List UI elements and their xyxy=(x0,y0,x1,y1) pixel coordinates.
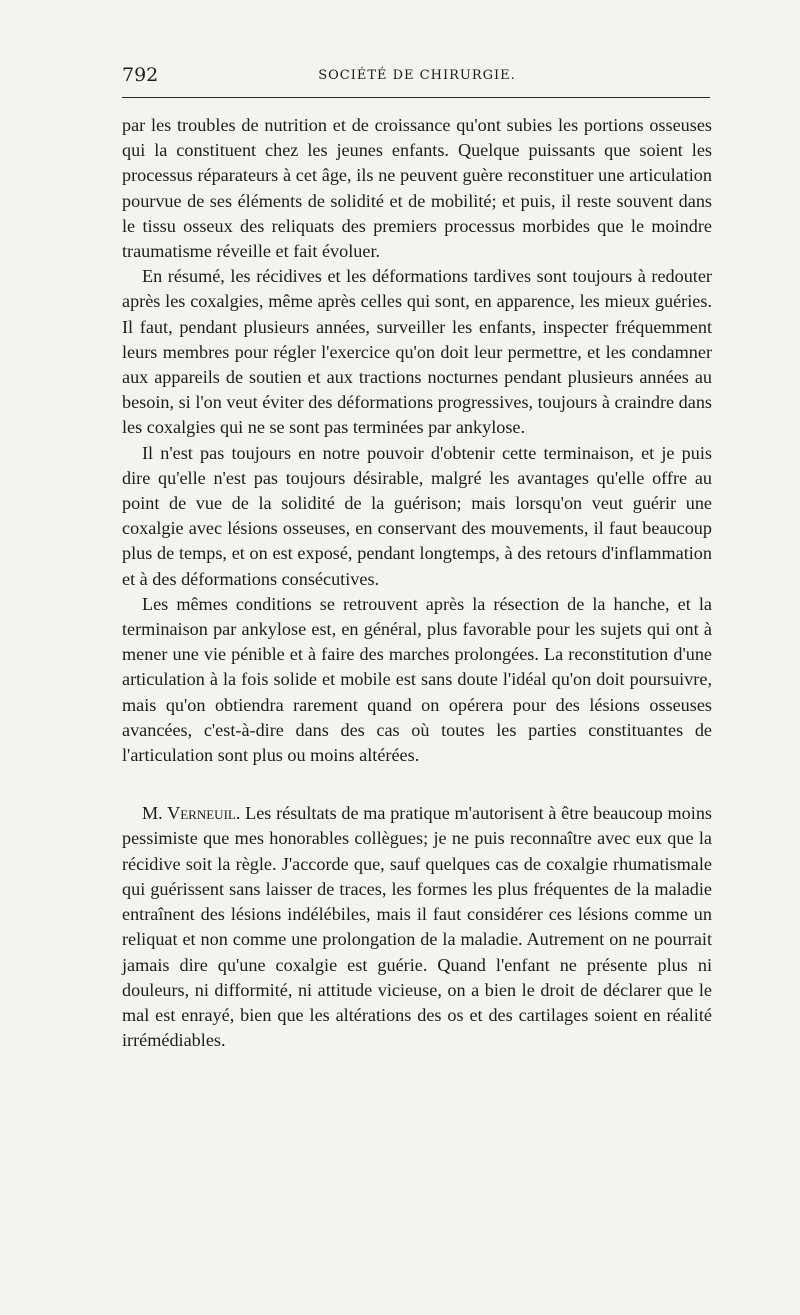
body-text xyxy=(122,113,712,1053)
paragraph: Il n'est pas toujours en notre pouvoir d'obtenir cette terminaison, et je puis dire qu'elle n'est pas toujours désirable, malgré les avantages qu'elle offre au point de vue de la solidité de la guérison; mais lorsqu'on veut guérir une coxalgie avec lésions osseuses, en conservant des mouvements, il faut beaucoup plus de temps, et on est exposé, pendant longtemps, à des retours d'inflammation et à des déformations consécutives. xyxy=(122,442,712,589)
page-number: 792 xyxy=(122,64,159,86)
paragraph: En résumé, les récidives et les déformations tardives sont toujours à redouter après les coxalgies, même après celles qui sont, en apparence, les mieux guéries. Il faut, pendant plusieurs années, surveiller les enfants, inspecter fréquemment leurs membres pour régler l'exercice qu'on doit leur permettre, et les condamner aux appareils de soutien et aux tractions nocturnes pendant plusieurs années au besoin, si l'on veut éviter des déformations progressives, toujours à craindre dans les coxalgies qui ne se sont pas terminées par ankylose. xyxy=(122,266,712,438)
speaker-text: Les résultats de ma pratique m'autorisent à être beaucoup moins pessimiste que mes honorables collègues; je ne puis reconnaître avec eux que la récidive soit la règle. J'accorde que, sauf quelques cas de coxalgie rhumatismale qui guérissent sans laisser de traces, les formes les plus fréquentes de la maladie entraînent des lésions indélébiles, mais il faut considérer ces lésions comme un reliquat et non comme une prolongation de la maladie. Autrement on ne pourrait jamais dire qu'une coxalgie est guérie. Quand l'enfant ne présente plus ni douleurs, ni difformité, ni attitude vicieuse, on a bien le droit de déclarer que le mal est enrayé, bien que les altérations des os et des cartilages soient en réalité irrémédiables. xyxy=(122,803,713,1051)
header-rule xyxy=(122,97,710,98)
paragraph: Les mêmes conditions se retrouvent après la résection de la hanche, et la terminaison par ankylose est, en général, plus favorable pour les sujets qui ont à mener une vie pénible et à faire des marches prolongées. La reconstitution d'une articulation à la fois solide et mobile est sans doute l'idéal qu'on doit poursuivre, mais qu'on obtiendra rarement quand on opérera pour des lésions osseuses avancées, c'est-à-dire dans des cas où toutes les parties constituantes de l'articulation sont plus ou moins altérées. xyxy=(122,593,712,766)
running-title: SOCIÉTÉ DE CHIRURGIE. xyxy=(318,68,516,83)
speaker-name: M. Verneuil. xyxy=(142,803,241,824)
speaker-paragraph xyxy=(122,801,712,1053)
paragraph: par les troubles de nutrition et de croissance qu'ont subies les portions osseuses qui la constituent chez les jeunes enfants. Quelque puissants que soient les processus réparateurs à cet âge, ils ne peuvent guère reconstituer une articulation pourvue de ses éléments de solidité et de mobilité; et puis, il reste souvent dans le tissu osseux des reliquats des premiers processus morbides que le moindre traumatisme réveille et fait évoluer. xyxy=(122,115,712,262)
page-header xyxy=(122,64,712,92)
